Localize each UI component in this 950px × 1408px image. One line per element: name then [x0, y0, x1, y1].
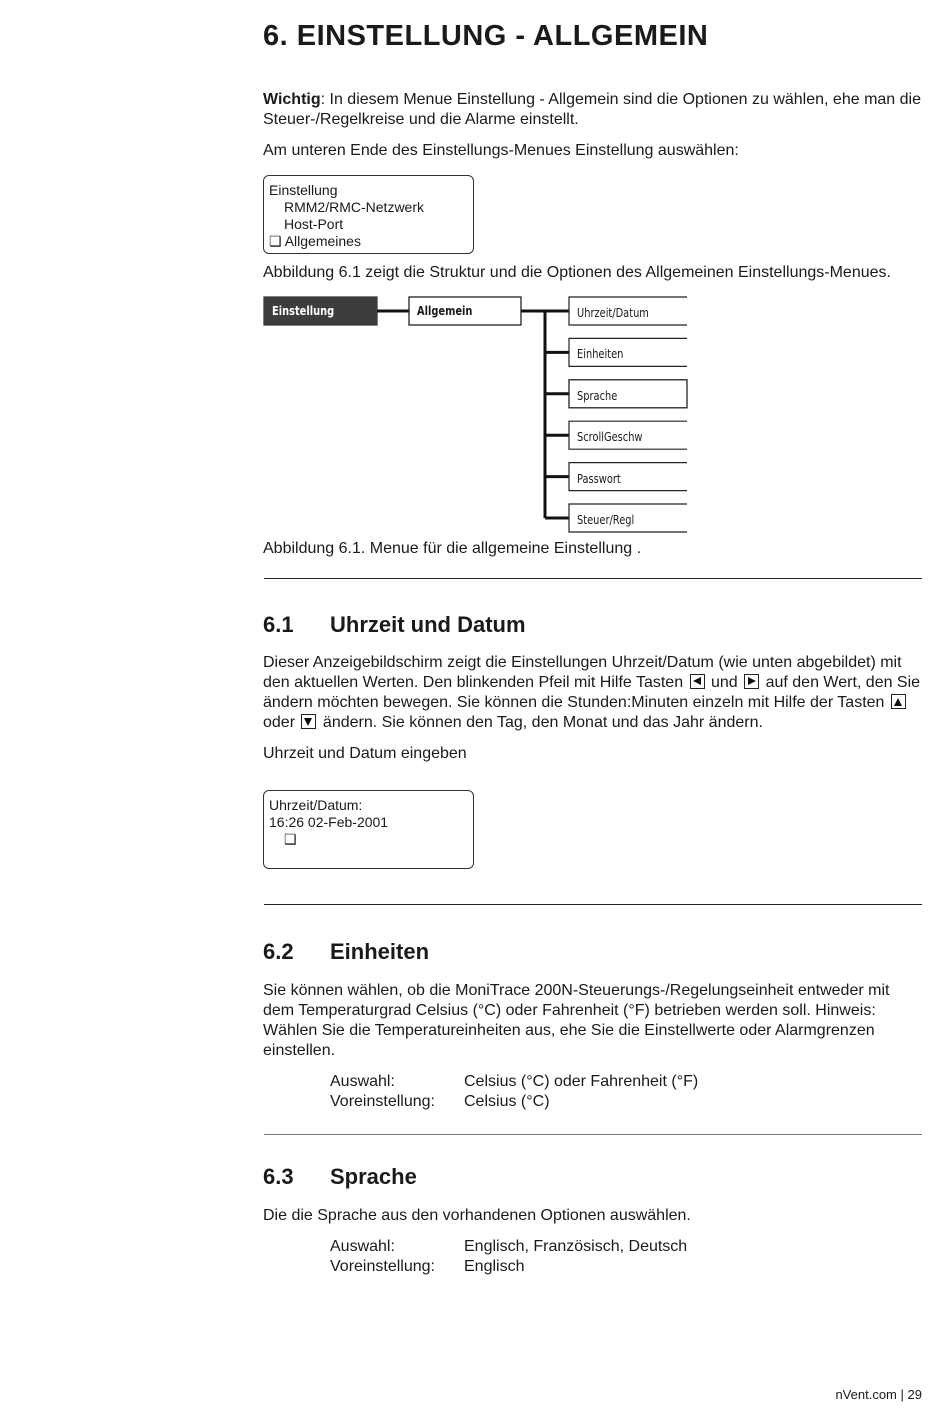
lcd-menu-line-4-text: Allgemeines — [284, 233, 361, 249]
section-6-3-title: Sprache — [330, 1164, 417, 1189]
lcd-datetime-line-2: 16:26 02-Feb-2001 — [269, 814, 389, 830]
cursor-box-icon: ❑ — [284, 831, 297, 847]
diagram-leaf-label: Sprache — [577, 388, 618, 403]
s61-text-a: Dieser Anzeigebildschirm zeigt die Einstellungen Uhrzeit/Datum (wie unten abgebildet) mit den aktuellen Werten. Den blinkenden Pfeil mit Hilfe Tasten — [263, 654, 902, 691]
diagram-leaf-label: Steuer/Regl — [577, 513, 635, 527]
section-6-2-paragraph: Sie können wählen, ob die MoniTrace 200N-Steuerungs-/Regelungseinheit entweder mit dem Temperaturgrad Celsius (°C) oder Fahrenheit (°F) betrieben werden soll. Hinweis: Wählen Sie die Temperatureinheiten aus, ehe Sie die Einstellwerte oder Alarmgrenzen einstellen. — [263, 982, 890, 1059]
section-6-2-title: Einheiten — [330, 939, 430, 964]
intro-text: : In diesem Menue Einstellung - Allgemein sind die Optionen zu wählen, ehe man die Steuer-/Regelkreise und die Alarme einstellt. — [263, 91, 921, 128]
units-default-label: Voreinstellung: — [330, 1093, 435, 1110]
cursor-box-icon: ❑ — [269, 233, 282, 249]
diagram-leaf-label: ScrollGeschw — [577, 430, 643, 445]
page-number: 29 — [907, 1387, 922, 1402]
footer-separator: | — [900, 1387, 904, 1402]
language-default-label: Voreinstellung: — [330, 1258, 435, 1275]
units-default-row — [330, 1092, 698, 1112]
section-6-3-options — [330, 1237, 687, 1277]
units-choice-row — [330, 1072, 698, 1092]
intro-paragraph — [263, 90, 923, 130]
language-default-row — [330, 1257, 687, 1277]
units-default-value: Celsius (°C) — [464, 1093, 550, 1110]
diagram-leaf-label: Passwort — [577, 471, 621, 486]
s61-text-d: oder — [263, 714, 300, 731]
units-choice-label: Auswahl: — [330, 1073, 395, 1090]
section-divider-3 — [264, 1134, 922, 1135]
language-choice-value: Englisch, Französisch, Deutsch — [464, 1238, 688, 1255]
section-divider-1 — [264, 578, 922, 579]
intro-bold: Wichtig — [263, 91, 321, 108]
left-arrow-key-icon — [690, 674, 705, 689]
section-6-3-heading — [263, 1164, 417, 1190]
s61-text-c: auf den Wert, den Sie ändern möchten bewegen. Sie können die Stunden:Minuten einzeln mit Hilfe der Tasten — [263, 674, 921, 711]
section-6-2-number: 6.2 — [263, 939, 294, 964]
lcd-menu-display — [263, 175, 474, 254]
section-6-1-title: Uhrzeit und Datum — [330, 612, 526, 637]
up-arrow-key-icon — [891, 694, 906, 709]
language-choice-row — [330, 1237, 687, 1257]
diagram-leaf-label: Uhrzeit/Datum — [577, 306, 649, 320]
section-6-3-paragraph: Die die Sprache aus den vorhandenen Optionen auswählen. — [263, 1207, 691, 1224]
figure-caption: Abbildung 6.1. Menue für die allgemeine Einstellung . — [263, 540, 642, 557]
units-choice-value: Celsius (°C) oder Fahrenheit (°F) — [464, 1073, 699, 1090]
menu-structure-diagram — [262, 294, 692, 536]
language-choice-label: Auswahl: — [330, 1238, 395, 1255]
figure-intro: Abbildung 6.1 zeigt die Struktur und die Optionen des Allgemeinen Einstellungs-Menues. — [263, 264, 891, 281]
select-hint: Am unteren Ende des Einstellungs-Menues Einstellung auswählen: — [263, 142, 739, 159]
section-6-1-paragraph — [263, 653, 928, 733]
down-arrow-key-icon — [301, 714, 316, 729]
section-6-1-heading — [263, 612, 526, 638]
lcd-menu-line-1: Einstellung — [269, 182, 338, 198]
s61-text-e: ändern. Sie können den Tag, den Monat und das Jahr ändern. — [318, 714, 763, 731]
lcd-datetime-display — [263, 790, 474, 869]
section-6-2-heading — [263, 939, 429, 965]
footer-site-link[interactable]: nVent.com — [835, 1387, 897, 1402]
section-6-3-number: 6.3 — [263, 1164, 294, 1189]
section-divider-2 — [264, 904, 922, 905]
diagram-leaf-label: Einheiten — [577, 347, 624, 362]
lcd-menu-line-2: RMM2/RMC-Netzwerk — [284, 199, 424, 215]
section-6-1-number: 6.1 — [263, 612, 294, 637]
diagram-leaves — [545, 297, 687, 532]
language-default-value: Englisch — [464, 1258, 525, 1275]
diagram-branch-label: Allgemein — [417, 304, 473, 318]
diagram-root-label: Einstellung — [272, 304, 335, 318]
page-title: 6. EINSTELLUNG - ALLGEMEIN — [263, 20, 709, 52]
s61-text-b: und — [706, 674, 743, 691]
page-footer — [835, 1387, 922, 1402]
lcd-datetime-line-1: Uhrzeit/Datum: — [269, 797, 363, 813]
section-6-1-hint: Uhrzeit und Datum eingeben — [263, 745, 467, 762]
lcd-menu-line-4 — [269, 233, 468, 250]
section-6-2-options — [330, 1072, 698, 1112]
right-arrow-key-icon — [744, 674, 759, 689]
lcd-menu-line-3: Host-Port — [284, 216, 344, 232]
